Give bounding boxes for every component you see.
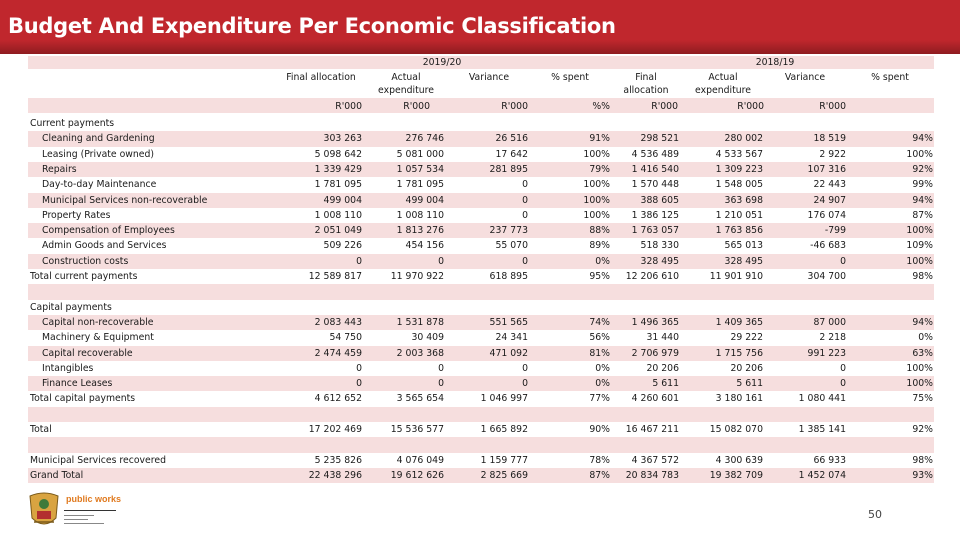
table-cell: 20 206 bbox=[730, 362, 763, 374]
table-cell: 87% bbox=[589, 469, 610, 481]
table-cell: 17 202 469 bbox=[308, 424, 362, 435]
table-cell: 22 438 296 bbox=[308, 469, 362, 481]
table-cell: 2 825 669 bbox=[480, 469, 528, 481]
table-cell: 4 536 489 bbox=[631, 148, 679, 160]
table-cell: 100% bbox=[583, 148, 610, 160]
table-cell: 0 bbox=[356, 378, 362, 390]
unit-label: R'000 bbox=[651, 101, 678, 112]
unit-label: %% bbox=[592, 101, 610, 112]
table-cell: 78% bbox=[589, 454, 610, 466]
table-row bbox=[28, 208, 934, 223]
table-row bbox=[28, 147, 934, 162]
table-cell: 0 bbox=[522, 194, 528, 206]
table-row bbox=[28, 422, 934, 437]
table-cell: 1 385 141 bbox=[798, 424, 846, 435]
table-cell: 280 002 bbox=[724, 133, 763, 145]
table-cell: 1 008 110 bbox=[314, 209, 362, 221]
table-cell: 4 367 572 bbox=[631, 454, 679, 466]
table-cell: 0 bbox=[840, 255, 846, 267]
row-label: Grand Total bbox=[30, 469, 84, 481]
unit-label: R'000 bbox=[819, 101, 846, 112]
table-cell: -799 bbox=[824, 225, 846, 237]
table-cell: 0% bbox=[595, 362, 610, 374]
table-cell: 1 386 125 bbox=[631, 209, 679, 221]
pct-spent-2018-header: % spent bbox=[871, 72, 909, 83]
row-label: Capital payments bbox=[30, 301, 112, 313]
table-cell: 1 416 540 bbox=[631, 163, 679, 175]
table-cell: 20 834 783 bbox=[625, 469, 679, 481]
table-cell: 95% bbox=[589, 271, 610, 282]
table-cell: 618 895 bbox=[489, 271, 528, 282]
table-row bbox=[28, 131, 934, 146]
table-cell: 1 452 074 bbox=[798, 469, 846, 481]
table-cell: 100% bbox=[583, 194, 610, 206]
table-cell: 471 092 bbox=[489, 347, 528, 359]
table-cell: 18 519 bbox=[813, 133, 846, 145]
table-row bbox=[28, 284, 934, 299]
table-cell: 0 bbox=[522, 209, 528, 221]
unit-label: R'000 bbox=[335, 101, 362, 112]
table-cell: 1 531 878 bbox=[396, 316, 444, 328]
table-cell: 79% bbox=[589, 163, 610, 175]
table-cell: 4 076 049 bbox=[396, 454, 444, 466]
table-cell: 100% bbox=[906, 225, 933, 237]
table-row bbox=[28, 300, 934, 315]
table-cell: 2 474 459 bbox=[314, 347, 362, 359]
table-row bbox=[28, 193, 934, 208]
table-cell: 0 bbox=[840, 378, 846, 390]
table-cell: 0 bbox=[522, 255, 528, 267]
table-cell: 1 339 429 bbox=[314, 163, 362, 175]
table-cell: 2 706 979 bbox=[631, 347, 679, 359]
table-cell: 89% bbox=[589, 240, 610, 252]
table-cell: 74% bbox=[589, 316, 610, 328]
table-cell: 81% bbox=[589, 347, 610, 359]
table-cell: 5 081 000 bbox=[396, 148, 444, 160]
table-cell: 1 159 777 bbox=[480, 454, 528, 466]
table-cell: 1 057 534 bbox=[396, 163, 444, 175]
row-label: Day-to-day Maintenance bbox=[42, 179, 157, 191]
table-cell: 499 004 bbox=[405, 194, 444, 206]
table-cell: 1 496 365 bbox=[631, 316, 679, 328]
table-cell: 454 156 bbox=[405, 240, 444, 252]
table-row bbox=[28, 315, 934, 330]
table-cell: 77% bbox=[589, 393, 610, 405]
table-cell: 5 098 642 bbox=[314, 148, 362, 160]
table-cell: 5 611 bbox=[652, 378, 679, 390]
table-row bbox=[28, 238, 934, 253]
table-cell: 54 750 bbox=[329, 332, 362, 344]
table-cell: 1 309 223 bbox=[715, 163, 763, 175]
table-cell: 176 074 bbox=[807, 209, 846, 221]
row-label: Capital non-recoverable bbox=[42, 316, 154, 328]
table-cell: 2 051 049 bbox=[314, 225, 362, 237]
variance-header: Variance bbox=[468, 72, 510, 83]
table-cell: 1 781 095 bbox=[314, 179, 362, 191]
table-cell: 328 495 bbox=[640, 255, 679, 267]
table-cell: 1 080 441 bbox=[798, 393, 846, 405]
table-cell: 5 611 bbox=[736, 378, 763, 390]
year-2019-header: 2019/20 bbox=[422, 57, 462, 68]
table-cell: 0% bbox=[918, 332, 933, 344]
table-cell: 90% bbox=[589, 424, 610, 435]
table-cell: 94% bbox=[912, 316, 933, 328]
table-cell: 0 bbox=[356, 255, 362, 267]
table-cell: 551 565 bbox=[489, 316, 528, 328]
table-row bbox=[28, 453, 934, 468]
table-cell: 55 070 bbox=[495, 240, 528, 252]
table-row bbox=[28, 269, 934, 284]
table-cell: -46 683 bbox=[810, 240, 846, 252]
logo-text: public works bbox=[66, 494, 122, 504]
table-cell: 19 382 709 bbox=[709, 469, 763, 481]
row-label: Total capital payments bbox=[30, 393, 136, 405]
table-cell: 88% bbox=[589, 225, 610, 237]
table-cell: 94% bbox=[912, 194, 933, 206]
table-cell: 4 612 652 bbox=[314, 393, 362, 405]
row-label: Repairs bbox=[42, 163, 77, 175]
table-cell: 100% bbox=[906, 255, 933, 267]
final-allocation-2018-header: Final allocation bbox=[623, 72, 669, 96]
page-title: Budget And Expenditure Per Economic Classification bbox=[8, 14, 616, 38]
table-cell: 1 715 756 bbox=[715, 347, 763, 359]
table-cell: 3 180 161 bbox=[715, 393, 763, 405]
table-cell: 87% bbox=[912, 209, 933, 221]
table-cell: 22 443 bbox=[813, 179, 846, 191]
table-cell: 16 467 211 bbox=[625, 424, 679, 435]
table-row bbox=[28, 116, 934, 131]
table-cell: 1 763 856 bbox=[715, 225, 763, 237]
table-cell: 5 235 826 bbox=[314, 454, 362, 466]
row-label: Capital recoverable bbox=[42, 347, 133, 359]
table-cell: 2 218 bbox=[819, 332, 846, 344]
table-cell: 1 548 005 bbox=[715, 179, 763, 191]
table-cell: 92% bbox=[912, 424, 933, 435]
public-works-logo bbox=[26, 490, 126, 534]
table-cell: 87 000 bbox=[813, 316, 846, 328]
table-cell: 991 223 bbox=[807, 347, 846, 359]
table-cell: 2 922 bbox=[819, 148, 846, 160]
table-row bbox=[28, 468, 934, 483]
table-cell: 0 bbox=[522, 362, 528, 374]
table-row bbox=[28, 346, 934, 361]
table-cell: 0 bbox=[438, 378, 444, 390]
title-bar-shadow bbox=[0, 40, 960, 54]
row-label: Compensation of Employees bbox=[42, 225, 175, 237]
pct-spent-header: % spent bbox=[551, 72, 589, 83]
table-cell: 93% bbox=[912, 469, 933, 481]
table-cell: 12 206 610 bbox=[625, 271, 679, 282]
row-label: Intangibles bbox=[42, 362, 94, 374]
table-cell: 11 901 910 bbox=[709, 271, 763, 282]
table-cell: 565 013 bbox=[724, 240, 763, 252]
table-cell: 1 210 051 bbox=[715, 209, 763, 221]
table-cell: 2 003 368 bbox=[396, 347, 444, 359]
table-row bbox=[28, 361, 934, 376]
table-row bbox=[28, 407, 934, 422]
actual-expenditure-2018-header: Actual expenditure bbox=[695, 72, 751, 96]
table-cell: 237 773 bbox=[489, 225, 528, 237]
table-cell: 0 bbox=[840, 362, 846, 374]
table-cell: 0 bbox=[522, 378, 528, 390]
table-cell: 4 533 567 bbox=[715, 148, 763, 160]
table-cell: 303 263 bbox=[323, 133, 362, 145]
table-cell: 1 008 110 bbox=[396, 209, 444, 221]
row-label: Leasing (Private owned) bbox=[42, 148, 155, 160]
row-label: Construction costs bbox=[42, 255, 129, 267]
table-row bbox=[28, 330, 934, 345]
table-cell: 107 316 bbox=[807, 163, 846, 175]
table-cell: 99% bbox=[912, 179, 933, 191]
table-cell: 0 bbox=[438, 255, 444, 267]
table-cell: 100% bbox=[583, 179, 610, 191]
table-cell: 109% bbox=[906, 240, 933, 252]
row-label: Municipal Services recovered bbox=[30, 454, 166, 466]
table-cell: 1 570 448 bbox=[631, 179, 679, 191]
table-cell: 281 895 bbox=[489, 163, 528, 175]
table-cell: 4 300 639 bbox=[715, 454, 763, 466]
table-cell: 0% bbox=[595, 378, 610, 390]
row-label: Cleaning and Gardening bbox=[42, 133, 155, 145]
row-label: Current payments bbox=[30, 118, 115, 129]
table-cell: 11 970 922 bbox=[390, 271, 444, 282]
table-cell: 91% bbox=[589, 133, 610, 145]
row-label: Property Rates bbox=[42, 209, 111, 221]
row-label: Municipal Services non-recoverable bbox=[42, 194, 208, 206]
table-cell: 56% bbox=[589, 332, 610, 344]
table-cell: 100% bbox=[583, 209, 610, 221]
table-cell: 17 642 bbox=[495, 148, 528, 160]
table-cell: 1 409 365 bbox=[715, 316, 763, 328]
table-cell: 304 700 bbox=[807, 271, 846, 282]
table-cell: 98% bbox=[912, 454, 933, 466]
table-cell: 15 536 577 bbox=[390, 424, 444, 435]
table-cell: 3 565 654 bbox=[396, 393, 444, 405]
table-cell: 92% bbox=[912, 163, 933, 175]
year-2018-header: 2018/19 bbox=[755, 57, 795, 68]
table-row bbox=[28, 437, 934, 452]
unit-label: R'000 bbox=[737, 101, 764, 112]
table-cell: 518 330 bbox=[640, 240, 679, 252]
table-cell: 94% bbox=[912, 133, 933, 145]
table-cell: 24 341 bbox=[495, 332, 528, 344]
table-cell: 298 521 bbox=[640, 133, 679, 145]
table-cell: 1 813 276 bbox=[396, 225, 444, 237]
table-row bbox=[28, 177, 934, 192]
table-cell: 29 222 bbox=[730, 332, 763, 344]
row-label: Total bbox=[30, 424, 52, 435]
table-cell: 499 004 bbox=[323, 194, 362, 206]
table-cell: 75% bbox=[912, 393, 933, 405]
table-cell: 4 260 601 bbox=[631, 393, 679, 405]
table-cell: 20 206 bbox=[646, 362, 679, 374]
table-cell: 0 bbox=[356, 362, 362, 374]
table-cell: 388 605 bbox=[640, 194, 679, 206]
table-cell: 1 665 892 bbox=[480, 424, 528, 435]
table-cell: 363 698 bbox=[724, 194, 763, 206]
table-cell: 98% bbox=[912, 271, 933, 282]
table-row bbox=[28, 223, 934, 238]
table-row bbox=[28, 376, 934, 391]
actual-expenditure-header: Actual expenditure bbox=[378, 72, 434, 96]
table-cell: 328 495 bbox=[724, 255, 763, 267]
row-label: Admin Goods and Services bbox=[42, 240, 167, 252]
table-cell: 2 083 443 bbox=[314, 316, 362, 328]
table-cell: 26 516 bbox=[495, 133, 528, 145]
table-cell: 0% bbox=[595, 255, 610, 267]
table-row bbox=[28, 162, 934, 177]
table-cell: 19 612 626 bbox=[390, 469, 444, 481]
table-cell: 509 226 bbox=[323, 240, 362, 252]
row-label: Machinery & Equipment bbox=[42, 332, 154, 344]
table-cell: 100% bbox=[906, 378, 933, 390]
row-label: Finance Leases bbox=[42, 378, 113, 390]
page-number: 50 bbox=[868, 508, 882, 521]
row-label: Total current payments bbox=[30, 271, 138, 282]
table-cell: 1 046 997 bbox=[480, 393, 528, 405]
table-cell: 100% bbox=[906, 148, 933, 160]
table-cell: 0 bbox=[438, 362, 444, 374]
table-cell: 30 409 bbox=[411, 332, 444, 344]
table-cell: 100% bbox=[906, 362, 933, 374]
table-cell: 1 763 057 bbox=[631, 225, 679, 237]
table-cell: 31 440 bbox=[646, 332, 679, 344]
table-cell: 24 907 bbox=[813, 194, 846, 206]
table-cell: 63% bbox=[912, 347, 933, 359]
variance-2018-header: Variance bbox=[784, 72, 826, 83]
table-cell: 1 781 095 bbox=[396, 179, 444, 191]
table-cell: 276 746 bbox=[405, 133, 444, 145]
table-cell: 12 589 817 bbox=[308, 271, 362, 282]
table-row bbox=[28, 391, 934, 406]
unit-label: R'000 bbox=[501, 101, 528, 112]
unit-label: R'000 bbox=[403, 101, 430, 112]
table-cell: 15 082 070 bbox=[709, 424, 763, 435]
table-cell: 66 933 bbox=[813, 454, 846, 466]
table-row bbox=[28, 254, 934, 269]
final-allocation-header: Final allocation bbox=[286, 72, 356, 83]
table-cell: 0 bbox=[522, 179, 528, 191]
